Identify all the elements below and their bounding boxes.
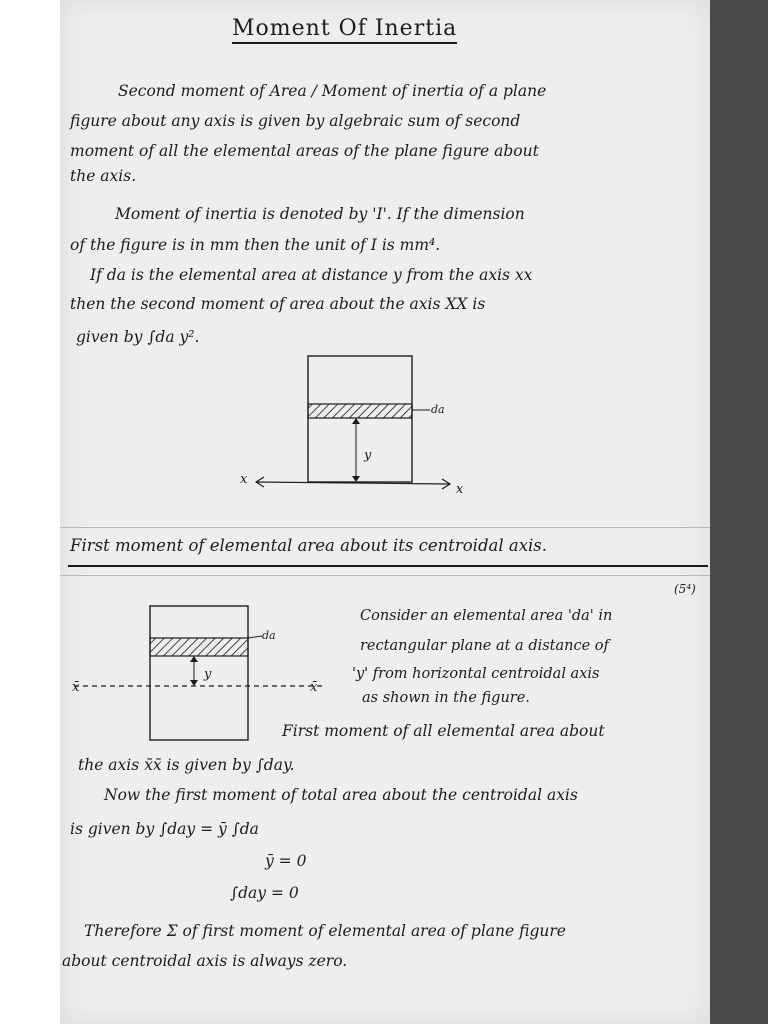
xbar-label-left: x̄ [72,680,80,695]
para1-line: the axis. [70,167,137,185]
y-label: y [204,667,212,682]
para3-line: ∫day = 0 [230,884,299,902]
para2-line: If da is the elemental area at distance y from the axis xx [90,266,533,284]
para1-line: figure about any axis is given by algebraic sum of second [70,112,521,130]
para2-line: given by ∫da y². [76,328,200,346]
para1-line: moment of all the elemental areas of the plane figure about [70,142,539,160]
xbar-label-right: x̄ [310,680,318,695]
heading-underline [68,565,708,567]
consider-line: Consider an elemental area 'da' in [360,608,613,624]
page-title: Moment Of Inertia [232,16,457,44]
para3-line: ȳ = 0 [265,852,307,870]
page-rule [60,527,710,528]
consider-line: 'y' from horizontal centroidal axis [352,666,600,682]
para3-line: is given by ∫day = ȳ ∫da [70,820,259,838]
para3-line: Now the first moment of total area about the centroidal axis [104,786,578,804]
rectangle-figure [150,606,248,740]
diagram-second-moment [230,350,490,500]
para2-line: Moment of inertia is denoted by 'I'. If the dimension [115,205,525,223]
page-mark: (5⁴) [674,582,696,596]
section-heading: First moment of elemental area about its centroidal axis. [70,536,548,555]
conclusion-line: Therefore Σ of first moment of elemental area of plane figure [84,922,566,940]
para2-line: of the figure is in mm then the unit of I is mm⁴. [70,236,441,254]
y-arrow-down [352,476,360,482]
elemental-strip [150,638,248,656]
y-label: y [364,448,372,463]
elemental-strip [308,404,412,418]
consider-line: as shown in the figure. [362,690,530,706]
conclusion-line: about centroidal axis is always zero. [62,952,348,970]
da-label: da [431,403,445,416]
para1-line: Second moment of Area / Moment of inertia of a plane [118,82,547,100]
page-rule [60,575,710,576]
x-label-right: x [456,482,464,497]
consider-line: rectangular plane at a distance of [360,638,609,654]
da-leader [248,636,262,638]
x-label-left: x [240,472,248,487]
para3-line: First moment of all elemental area about [282,722,605,740]
right-margin [710,0,768,1024]
y-arrow-down [190,680,198,686]
para3-line: the axis x̄x̄ is given by ∫day. [78,756,295,774]
rectangle-figure [308,356,412,482]
y-arrow-up [190,656,198,662]
para2-line: then the second moment of area about the axis XX is [70,295,486,313]
left-margin [0,0,60,1024]
da-label: da [262,629,276,642]
y-arrow-up [352,418,360,424]
